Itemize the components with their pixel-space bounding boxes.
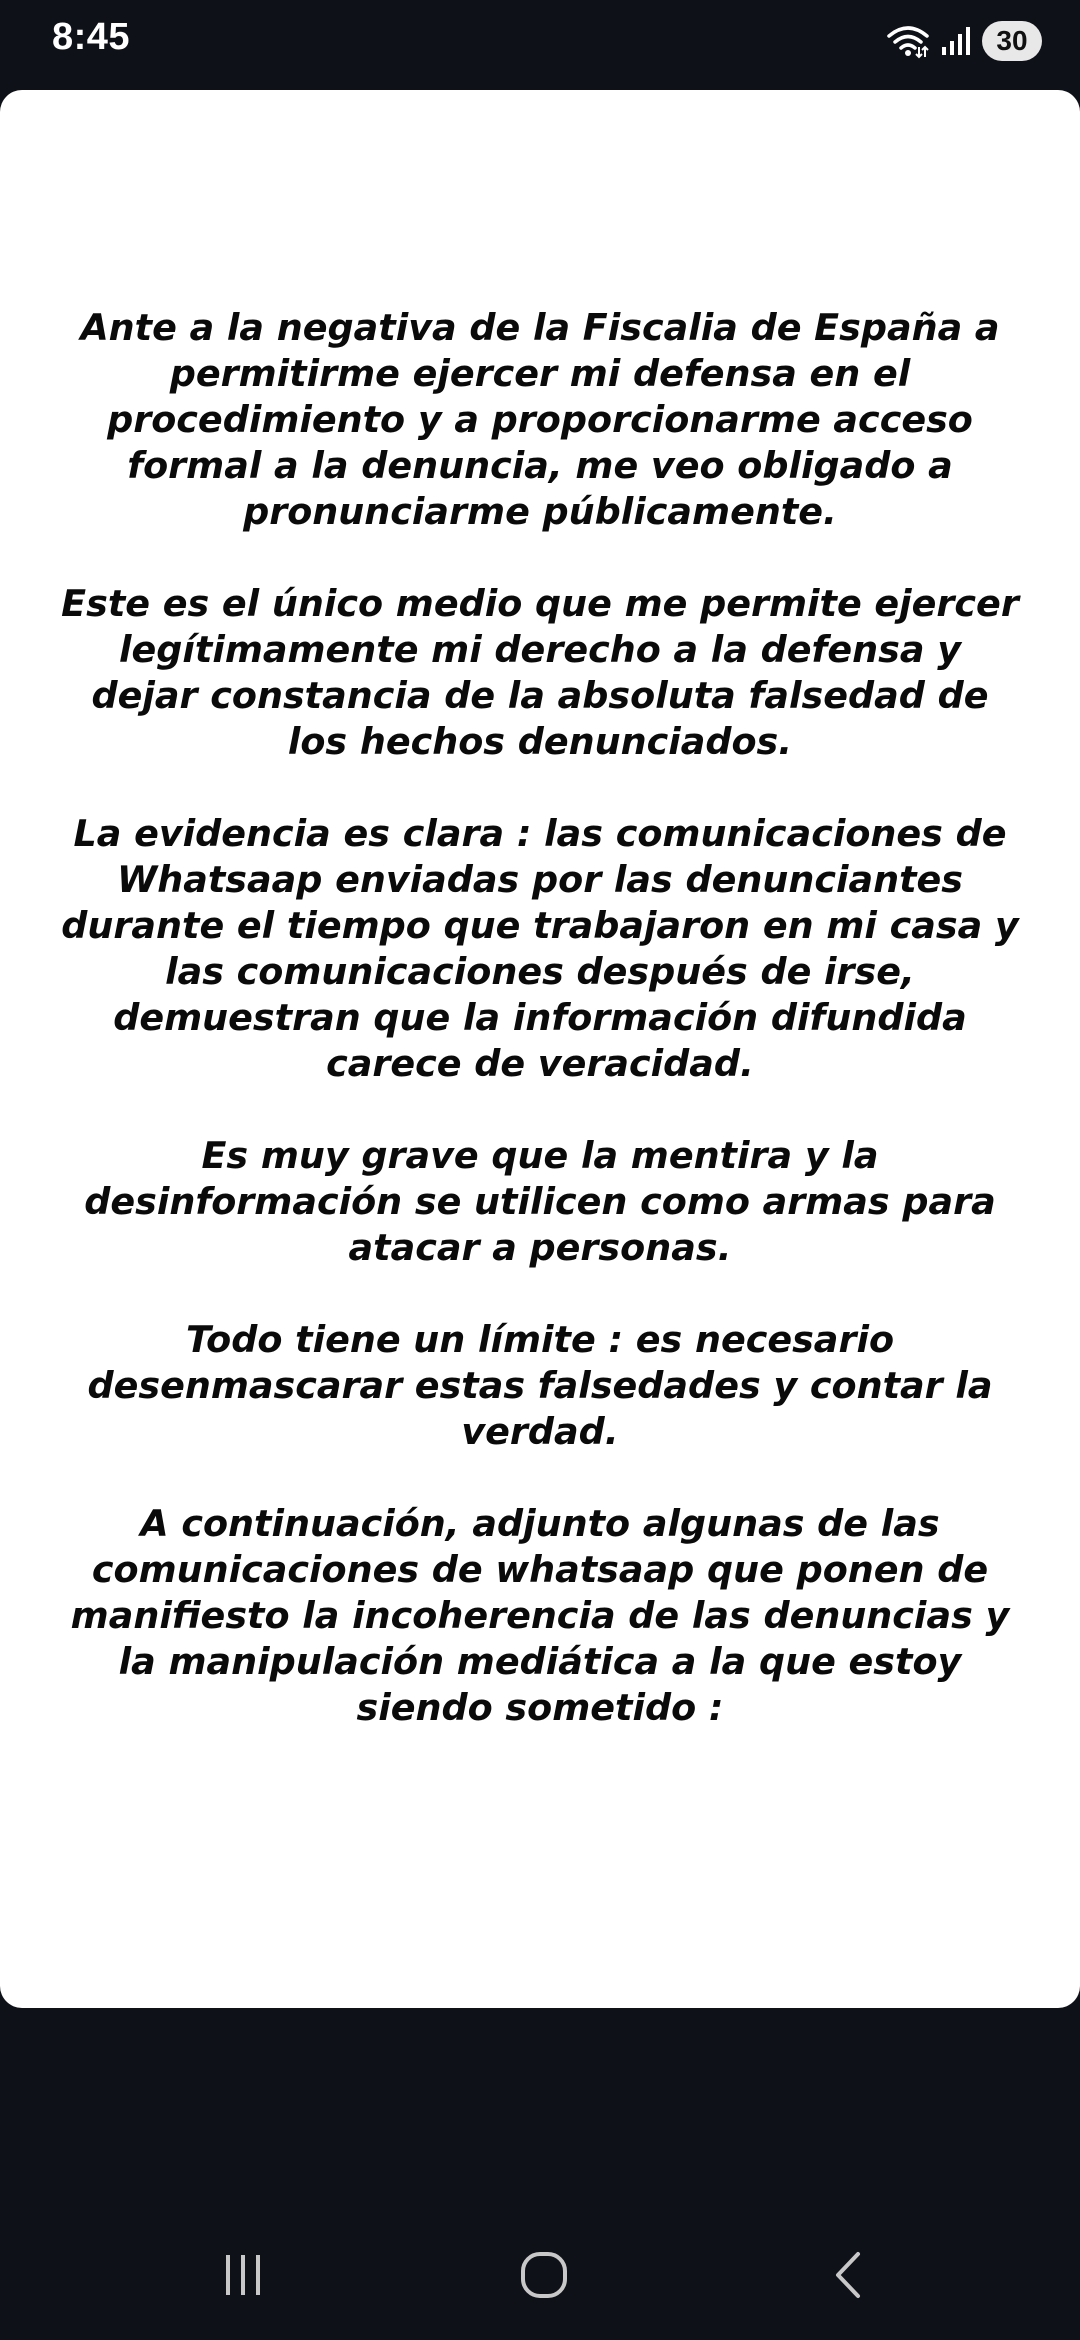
signal-icon: [940, 25, 972, 57]
story-paragraph: Todo tiene un límite : es necesario desenmascarar estas falsedades y contar la verdad.: [87, 1318, 993, 1453]
status-icons: [886, 18, 1042, 64]
status-bar: [0, 0, 1080, 88]
home-icon[interactable]: [499, 2240, 589, 2310]
story-paragraph: La evidencia es clara : las comunicaciones de Whatsaap enviadas por las denunciantes durante el tiempo que trabajaron en mi casa y las comunicaciones después de irse, demuestran que la información difundida carece de veracidad.: [61, 812, 1019, 1085]
navigation-bar: [0, 2210, 1080, 2340]
back-icon[interactable]: [803, 2240, 893, 2310]
story-paragraph: Este es el único medio que me permite ejercer legítimamente mi derecho a la defensa y dejar constancia de la absoluta falsedad de los hechos denunciados.: [61, 582, 1019, 763]
story-paragraph: Ante a la negativa de la Fiscalia de España a permitirme ejercer mi defensa en el procedimiento y a proporcionarme acceso formal a la denuncia, me veo obligado a pronunciarme públicamente.: [80, 306, 1000, 533]
wifi-icon: [886, 23, 930, 59]
story-text: [60, 305, 1020, 1731]
battery-icon: 30: [982, 21, 1042, 61]
story-card: [0, 90, 1080, 2008]
story-paragraph: Es muy grave que la mentira y la desinformación se utilicen como armas para atacar a personas.: [84, 1134, 996, 1269]
status-time: 8:45: [52, 16, 131, 58]
story-paragraph: A continuación, adjunto algunas de las comunicaciones de whatsaap que ponen de manifiesto la incoherencia de las denuncias y la manipulación mediática a la que estoy siendo sometido :: [70, 1502, 1010, 1729]
recent-apps-icon[interactable]: [198, 2240, 288, 2310]
